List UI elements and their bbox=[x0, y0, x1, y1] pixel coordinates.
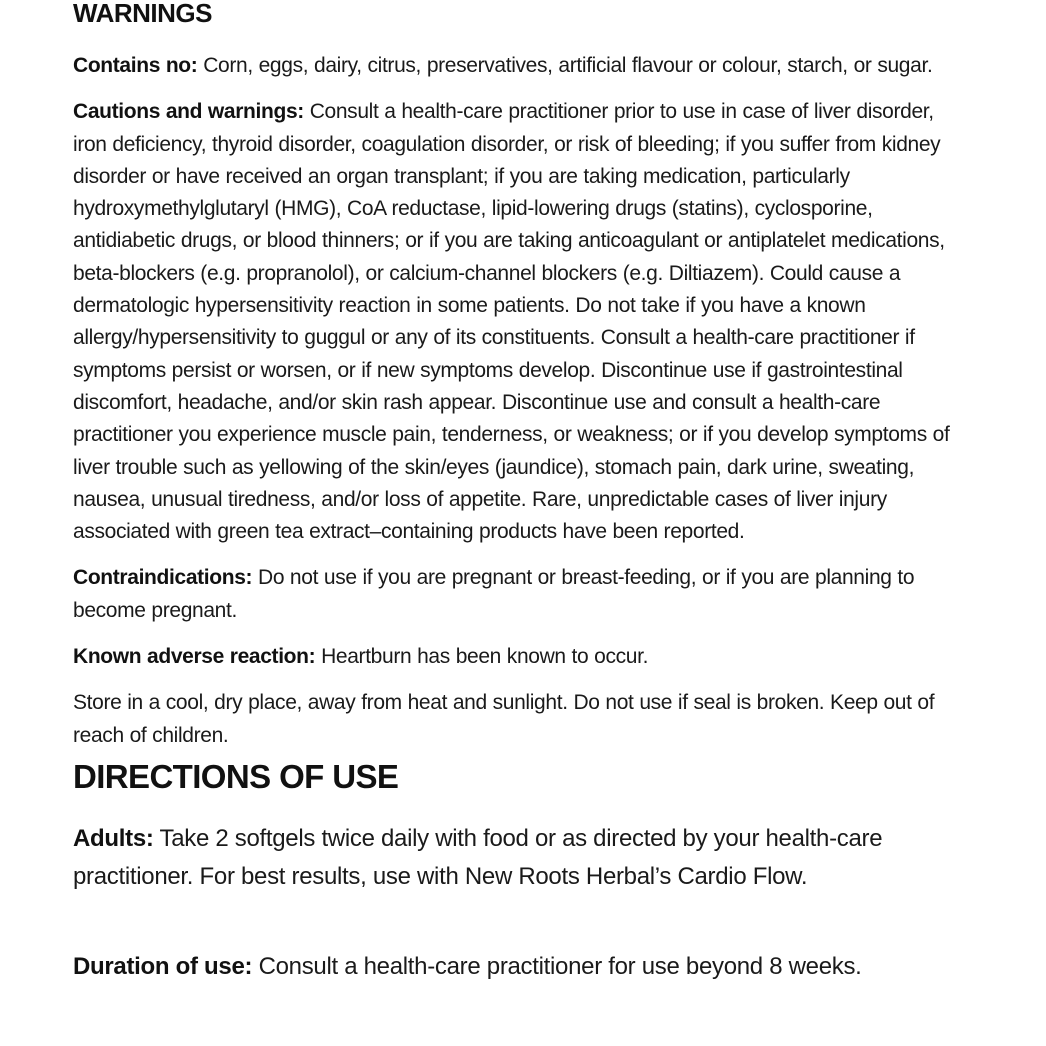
contains-no-paragraph bbox=[73, 50, 973, 82]
cautions-text: Consult a health-care practitioner prior to use in case of liver disorder, iron deficiency, thyroid disorder, coagulation disorder, or risk of bleeding; if you suffer from kidney disorder or have received an organ transplant; if you are taking medication, particularly hydroxymethylglutaryl (HMG), CoA reductase, lipid-lowering drugs (statins), cyclosporine, antidiabetic drugs, or blood thinners; or if you are taking anticoagulant or antiplatelet medications, beta-blockers (e.g. propranolol), or calcium-channel blockers (e.g. Diltiazem). Could cause a dermatologic hypersensitivity reaction in some patients. Do not take if you have a known allergy/hypersensitivity to guggul or any of its constituents. Consult a health-care practitioner if symptoms persist or worsen, or if new symptoms develop. Discontinue use if gastrointestinal discomfort, headache, and/or skin rash appear. Discontinue use and consult a health-care practitioner you experience muscle pain, tenderness, or weakness; or if you develop symptoms of liver trouble such as yellowing of the skin/eyes (jaundice), stomach pain, dark urine, sweating, nausea, unusual tiredness, and/or loss of appetite. Rare, unpredictable cases of liver injury associated with green tea extract–containing products have been reported. bbox=[73, 100, 950, 544]
contains-no-text: Corn, eggs, dairy, citrus, preservatives, artificial flavour or colour, starch, or sugar. bbox=[197, 54, 933, 77]
directions-heading: DIRECTIONS OF USE bbox=[73, 757, 399, 795]
cautions-label: Cautions and warnings: bbox=[73, 100, 304, 124]
adults-label: Adults: bbox=[73, 824, 154, 852]
warnings-heading: WARNINGS bbox=[73, 0, 212, 28]
duration-paragraph bbox=[73, 948, 973, 986]
contains-no-label: Contains no: bbox=[73, 54, 198, 77]
adults-paragraph bbox=[73, 820, 973, 896]
contraindications-label: Contraindications: bbox=[73, 566, 253, 590]
contraindications-text: Do not use if you are pregnant or breast-feeding, or if you are planning to become pregnant. bbox=[73, 566, 915, 622]
adverse-reaction-paragraph bbox=[73, 641, 973, 673]
storage-paragraph: Store in a cool, dry place, away from heat and sunlight. Do not use if seal is broken. Keep out of reach of children. bbox=[73, 691, 935, 747]
cautions-paragraph bbox=[73, 96, 973, 548]
adults-text: Take 2 softgels twice daily with food or as directed by your health-care practitioner. For best results, use with New Roots Herbal’s Cardio Flow. bbox=[73, 824, 883, 890]
duration-label: Duration of use: bbox=[73, 952, 253, 980]
contraindications-paragraph bbox=[73, 562, 973, 627]
label-document bbox=[73, 0, 973, 986]
adverse-reaction-label: Known adverse reaction: bbox=[73, 645, 316, 669]
adverse-reaction-text: Heartburn has been known to occur. bbox=[315, 645, 649, 669]
duration-text: Consult a health-care practitioner for use beyond 8 weeks. bbox=[252, 952, 862, 980]
